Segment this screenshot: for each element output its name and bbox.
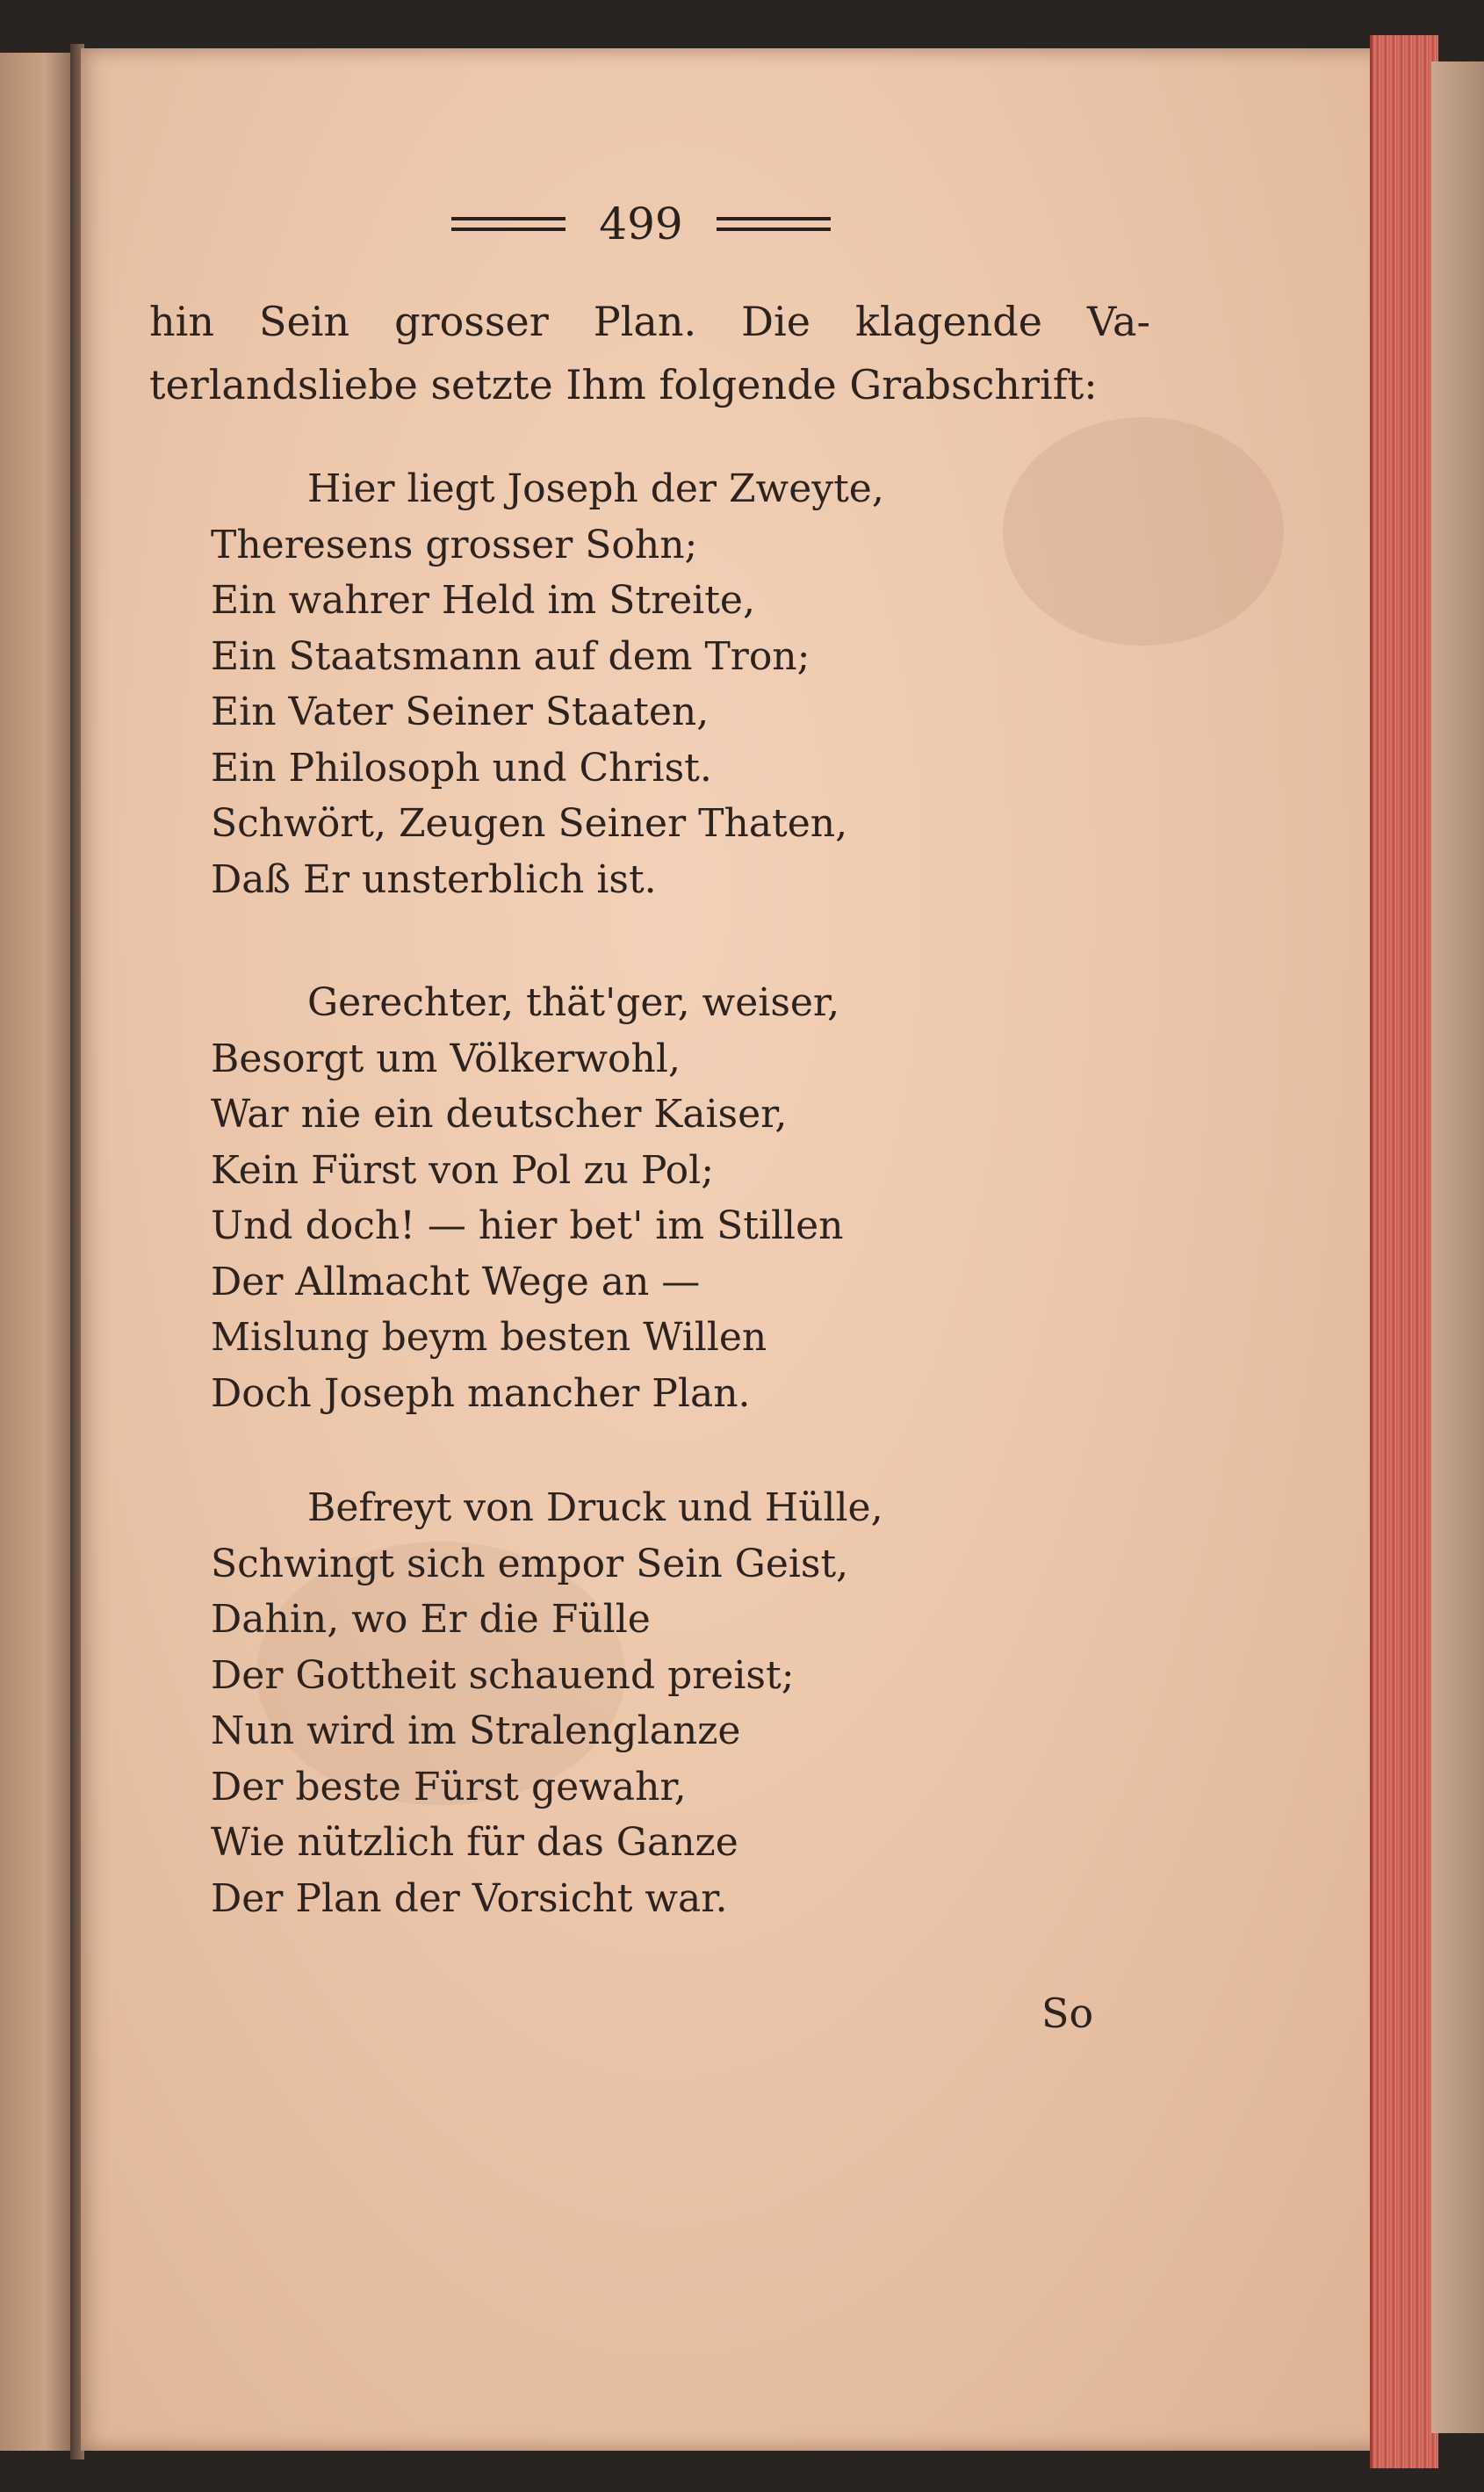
verse-line: Ein Philosoph und Christ.: [211, 745, 712, 791]
verse-line: Kein Fürst von Pol zu Pol;: [211, 1147, 715, 1193]
verse-line: Nun wird im Stralenglanze: [211, 1708, 741, 1753]
verse-line: Befreyt von Druck und Hülle,: [307, 1485, 883, 1530]
verse-line: Hier liegt Joseph der Zweyte,: [307, 466, 884, 511]
page-header: [439, 198, 843, 250]
epitaph-stanza-3: [211, 1480, 1089, 1926]
verse-line: Dahin, wo Er die Fülle: [211, 1597, 651, 1642]
verse-line: Theresens grosser Sohn;: [211, 522, 698, 567]
header-rule-right: [717, 217, 831, 231]
verse-line: Ein Staatsmann auf dem Tron;: [211, 633, 810, 679]
verse-line: Gerechter, thät'ger, weiser,: [307, 980, 840, 1025]
verse-line: Ein Vater Seiner Staaten,: [211, 690, 710, 734]
verse-line: Daß Er unsterblich ist.: [211, 856, 657, 902]
prose-paragraph: [149, 290, 1150, 416]
verse-line: War nie ein deutscher Kaiser,: [211, 1092, 788, 1137]
verse-line: Der beste Fürst gewahr,: [211, 1764, 687, 1809]
prose-line: hin Sein grosser Plan. Die klagende Va-: [149, 298, 1150, 345]
verse-line: Der Allmacht Wege an —: [211, 1259, 701, 1304]
page-block-edge: [1431, 61, 1484, 2433]
page-number: 499: [599, 199, 683, 249]
catchword: So: [1041, 1990, 1094, 2037]
verse-line: Der Plan der Vorsicht war.: [211, 1875, 728, 1921]
epitaph-stanza-1: [211, 461, 1089, 907]
header-rule-left: [451, 217, 566, 231]
verse-line: Mislung beym besten Willen: [211, 1315, 767, 1360]
verse-line: Doch Joseph mancher Plan.: [211, 1370, 751, 1416]
verse-line: Schwört, Zeugen Seiner Thaten,: [211, 801, 848, 846]
verse-line: Ein wahrer Held im Streite,: [211, 578, 755, 623]
epitaph-stanza-2: [211, 975, 1089, 1421]
red-page-edges: [1370, 35, 1438, 2468]
verse-line: Wie nützlich für das Ganze: [211, 1820, 738, 1865]
verse-line: Besorgt um Völkerwohl,: [211, 1036, 681, 1081]
verse-line: Schwingt sich empor Sein Geist,: [211, 1541, 849, 1586]
prose-line: terlandsliebe setzte Ihm folgende Grabschrift:: [149, 361, 1098, 408]
facing-page: [0, 53, 75, 2451]
verse-line: Und doch! — hier bet' im Stillen: [211, 1203, 844, 1248]
verse-line: Der Gottheit schauend preist;: [211, 1652, 795, 1698]
